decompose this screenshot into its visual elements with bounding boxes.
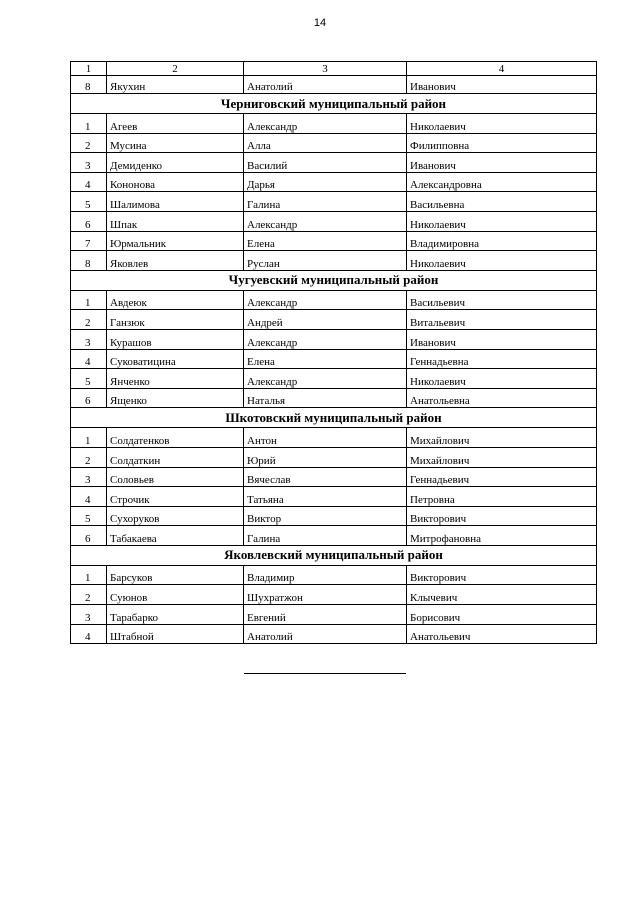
middle-name-cell: Владимировна	[407, 231, 597, 251]
page-number: 14	[313, 17, 327, 29]
table-row	[71, 310, 597, 330]
row-number: 8	[71, 76, 107, 94]
last-name-cell: Суковатицина	[107, 349, 244, 369]
middle-name-cell: Николаевич	[407, 211, 597, 231]
first-name-cell: Вячеслав	[244, 467, 407, 487]
column-header-1: 1	[71, 62, 107, 76]
column-header-2: 2	[107, 62, 244, 76]
column-header-row	[71, 62, 597, 76]
first-name-cell: Андрей	[244, 310, 407, 330]
last-name-cell: Штабной	[107, 624, 244, 644]
row-number: 1	[71, 114, 107, 134]
table-row	[71, 487, 597, 507]
section-title: Черниговский муниципальный район	[71, 94, 597, 114]
middle-name-cell: Геннадьевич	[407, 467, 597, 487]
first-name-cell: Александр	[244, 114, 407, 134]
section-header-row	[71, 545, 597, 565]
row-number: 5	[71, 369, 107, 389]
table-row	[71, 211, 597, 231]
middle-name-cell: Михайлович	[407, 428, 597, 448]
table-row	[71, 114, 597, 134]
middle-name-cell: Митрофановна	[407, 526, 597, 546]
table-row	[71, 251, 597, 271]
middle-name-cell: Михайлович	[407, 447, 597, 467]
first-name-cell: Александр	[244, 290, 407, 310]
last-name-cell: Ганзюк	[107, 310, 244, 330]
middle-name-cell: Анатольевич	[407, 624, 597, 644]
first-name-cell: Руслан	[244, 251, 407, 271]
middle-name-cell: Васильевна	[407, 192, 597, 212]
first-name-cell: Евгений	[244, 605, 407, 625]
last-name-cell: Шпак	[107, 211, 244, 231]
middle-name-cell: Борисович	[407, 605, 597, 625]
first-name-cell: Наталья	[244, 388, 407, 408]
first-name-cell: Алла	[244, 133, 407, 153]
column-header-4: 4	[407, 62, 597, 76]
middle-name-cell: Иванович	[407, 329, 597, 349]
middle-name-cell: Николаевич	[407, 369, 597, 389]
row-number: 4	[71, 172, 107, 192]
table-row	[71, 447, 597, 467]
last-name-cell: Янченко	[107, 369, 244, 389]
row-number: 5	[71, 506, 107, 526]
middle-name-cell: Витальевич	[407, 310, 597, 330]
table-row	[71, 76, 597, 94]
first-name-cell: Александр	[244, 369, 407, 389]
table-row	[71, 428, 597, 448]
middle-name-cell: Викторович	[407, 506, 597, 526]
row-number: 8	[71, 251, 107, 271]
row-number: 3	[71, 153, 107, 173]
row-number: 6	[71, 211, 107, 231]
last-name-cell: Суюнов	[107, 585, 244, 605]
district-roster-table	[70, 61, 597, 644]
last-name-cell: Сухоруков	[107, 506, 244, 526]
first-name-cell: Анатолий	[244, 76, 407, 94]
first-name-cell: Виктор	[244, 506, 407, 526]
middle-name-cell: Филипповна	[407, 133, 597, 153]
last-name-cell: Строчик	[107, 487, 244, 507]
row-number: 3	[71, 605, 107, 625]
middle-name-cell: Клычевич	[407, 585, 597, 605]
row-number: 4	[71, 349, 107, 369]
last-name-cell: Шалимова	[107, 192, 244, 212]
table-row	[71, 349, 597, 369]
row-number: 6	[71, 388, 107, 408]
row-number: 2	[71, 133, 107, 153]
table-row	[71, 565, 597, 585]
first-name-cell: Юрий	[244, 447, 407, 467]
last-name-cell: Соловьев	[107, 467, 244, 487]
first-name-cell: Антон	[244, 428, 407, 448]
row-number: 1	[71, 290, 107, 310]
last-name-cell: Кононова	[107, 172, 244, 192]
row-number: 4	[71, 487, 107, 507]
row-number: 2	[71, 585, 107, 605]
table-row	[71, 605, 597, 625]
section-header-row	[71, 270, 597, 290]
last-name-cell: Солдатенков	[107, 428, 244, 448]
middle-name-cell: Иванович	[407, 76, 597, 94]
middle-name-cell: Анатольевна	[407, 388, 597, 408]
middle-name-cell: Васильевич	[407, 290, 597, 310]
row-number: 3	[71, 329, 107, 349]
last-name-cell: Курашов	[107, 329, 244, 349]
first-name-cell: Елена	[244, 349, 407, 369]
last-name-cell: Юрмальник	[107, 231, 244, 251]
section-header-row	[71, 94, 597, 114]
first-name-cell: Василий	[244, 153, 407, 173]
table-body	[71, 62, 597, 644]
middle-name-cell: Николаевич	[407, 114, 597, 134]
table-row	[71, 388, 597, 408]
table-row	[71, 231, 597, 251]
first-name-cell: Галина	[244, 192, 407, 212]
first-name-cell: Анатолий	[244, 624, 407, 644]
table-row	[71, 585, 597, 605]
first-name-cell: Александр	[244, 329, 407, 349]
row-number: 7	[71, 231, 107, 251]
table-row	[71, 172, 597, 192]
table-row	[71, 467, 597, 487]
section-title: Чугуевский муниципальный район	[71, 270, 597, 290]
first-name-cell: Владимир	[244, 565, 407, 585]
section-title: Шкотовский муниципальный район	[71, 408, 597, 428]
table-row	[71, 369, 597, 389]
section-header-row	[71, 408, 597, 428]
last-name-cell: Табакаева	[107, 526, 244, 546]
last-name-cell: Солдаткин	[107, 447, 244, 467]
middle-name-cell: Александровна	[407, 172, 597, 192]
last-name-cell: Барсуков	[107, 565, 244, 585]
table-row	[71, 329, 597, 349]
section-title: Яковлевский муниципальный район	[71, 545, 597, 565]
row-number: 2	[71, 447, 107, 467]
table-row	[71, 133, 597, 153]
table-row	[71, 624, 597, 644]
middle-name-cell: Николаевич	[407, 251, 597, 271]
first-name-cell: Шухратжон	[244, 585, 407, 605]
middle-name-cell: Викторович	[407, 565, 597, 585]
row-number: 1	[71, 428, 107, 448]
middle-name-cell: Геннадьевна	[407, 349, 597, 369]
row-number: 5	[71, 192, 107, 212]
last-name-cell: Демиденко	[107, 153, 244, 173]
last-name-cell: Мусина	[107, 133, 244, 153]
last-name-cell: Яковлев	[107, 251, 244, 271]
first-name-cell: Елена	[244, 231, 407, 251]
first-name-cell: Александр	[244, 211, 407, 231]
first-name-cell: Татьяна	[244, 487, 407, 507]
row-number: 6	[71, 526, 107, 546]
middle-name-cell: Иванович	[407, 153, 597, 173]
row-number: 3	[71, 467, 107, 487]
row-number: 4	[71, 624, 107, 644]
first-name-cell: Дарья	[244, 172, 407, 192]
row-number: 2	[71, 310, 107, 330]
last-name-cell: Авдеюк	[107, 290, 244, 310]
table-row	[71, 506, 597, 526]
row-number: 1	[71, 565, 107, 585]
table-row	[71, 526, 597, 546]
table-row	[71, 153, 597, 173]
last-name-cell: Тарабарко	[107, 605, 244, 625]
middle-name-cell: Петровна	[407, 487, 597, 507]
column-header-3: 3	[244, 62, 407, 76]
last-name-cell: Якухин	[107, 76, 244, 94]
table-row	[71, 290, 597, 310]
last-name-cell: Ященко	[107, 388, 244, 408]
closing-rule-line	[244, 673, 406, 674]
first-name-cell: Галина	[244, 526, 407, 546]
table-row	[71, 192, 597, 212]
last-name-cell: Агеев	[107, 114, 244, 134]
